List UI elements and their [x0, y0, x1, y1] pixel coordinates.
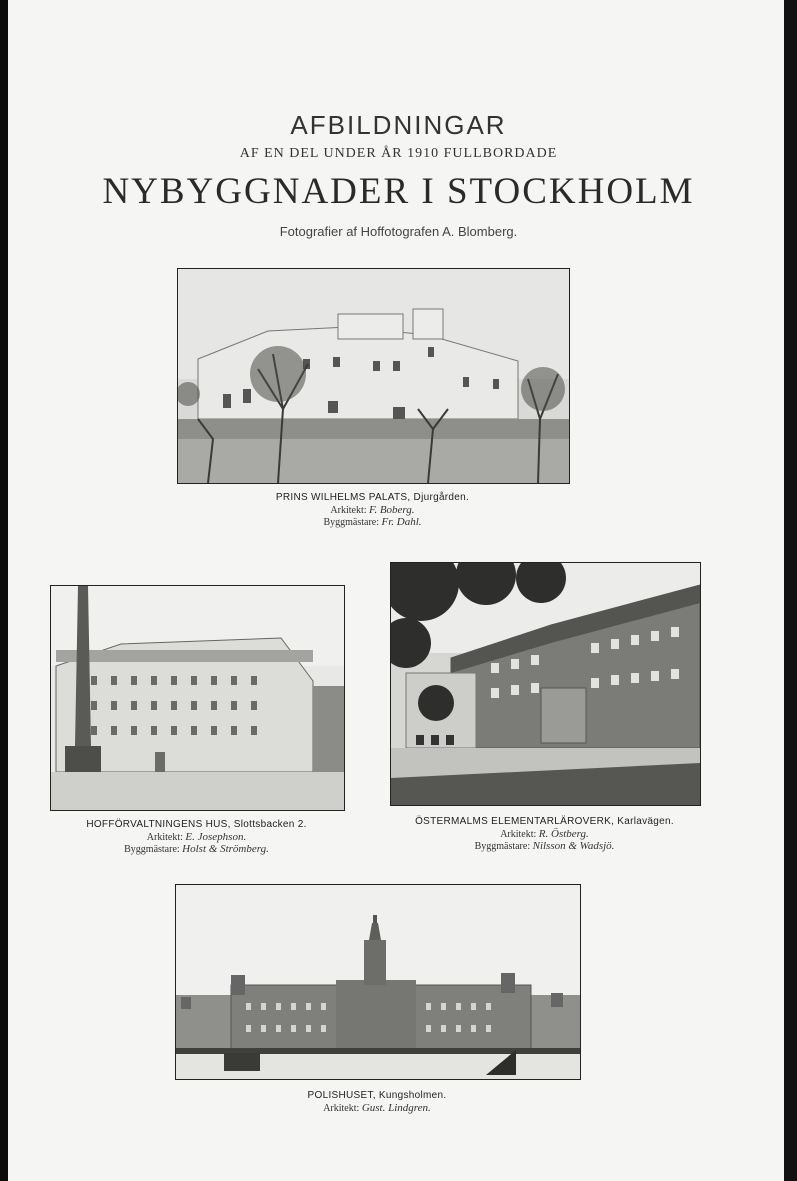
- architect-name: E. Josephson.: [185, 830, 247, 843]
- architect-name: Gust. Lindgren.: [361, 1101, 431, 1114]
- caption-ostermalms-elementarlaroverk: [390, 816, 699, 853]
- architect-label: Arkitekt:: [146, 831, 183, 843]
- builder-name: Fr. Dahl.: [381, 516, 422, 529]
- builder-label: Byggmästare:: [124, 844, 180, 856]
- architect-label: Arkitekt:: [500, 828, 537, 840]
- builder-label: Byggmästare:: [474, 841, 531, 853]
- architect-label: Arkitekt:: [330, 504, 367, 516]
- builder-label: Byggmästare:: [323, 517, 379, 529]
- caption-title: HOFFÖRVALTNINGENS HUS, Slottsbacken 2.: [86, 819, 307, 830]
- caption-title: ÖSTERMALMS ELEMENTARLÄROVERK, Karlavägen.: [415, 816, 674, 827]
- builder-name: Nilsson & Wadsjö.: [532, 840, 615, 853]
- heading-subtitle: AF EN DEL UNDER ÅR 1910 FULLBORDADE: [239, 146, 558, 161]
- heading-main: NYBYGGNADER I STOCKHOLM: [102, 171, 695, 212]
- photo-prins-wilhelms-palats: [177, 268, 570, 484]
- heading-title: AFBILDNINGAR: [290, 110, 507, 140]
- photo-polishuset: [175, 884, 581, 1080]
- caption-title: POLISHUSET, Kungsholmen.: [307, 1090, 447, 1101]
- heading-credit: Fotografier af Hoffotografen A. Blomberg.: [279, 224, 518, 239]
- builder-name: Holst & Strömberg.: [182, 843, 269, 856]
- caption-hofforvaltningens-hus: [50, 819, 343, 856]
- caption-polishuset: [175, 1090, 579, 1114]
- architect-name: R. Östberg.: [538, 827, 589, 840]
- caption-prins-wilhelms-palats: [177, 492, 568, 529]
- caption-title: PRINS WILHELMS PALATS, Djurgården.: [275, 492, 470, 503]
- architect-name: F. Boberg.: [369, 503, 415, 516]
- architect-label: Arkitekt:: [323, 1102, 360, 1114]
- photo-hofforvaltningens-hus: [50, 585, 345, 811]
- photo-ostermalms-elementarlaroverk: [390, 562, 701, 806]
